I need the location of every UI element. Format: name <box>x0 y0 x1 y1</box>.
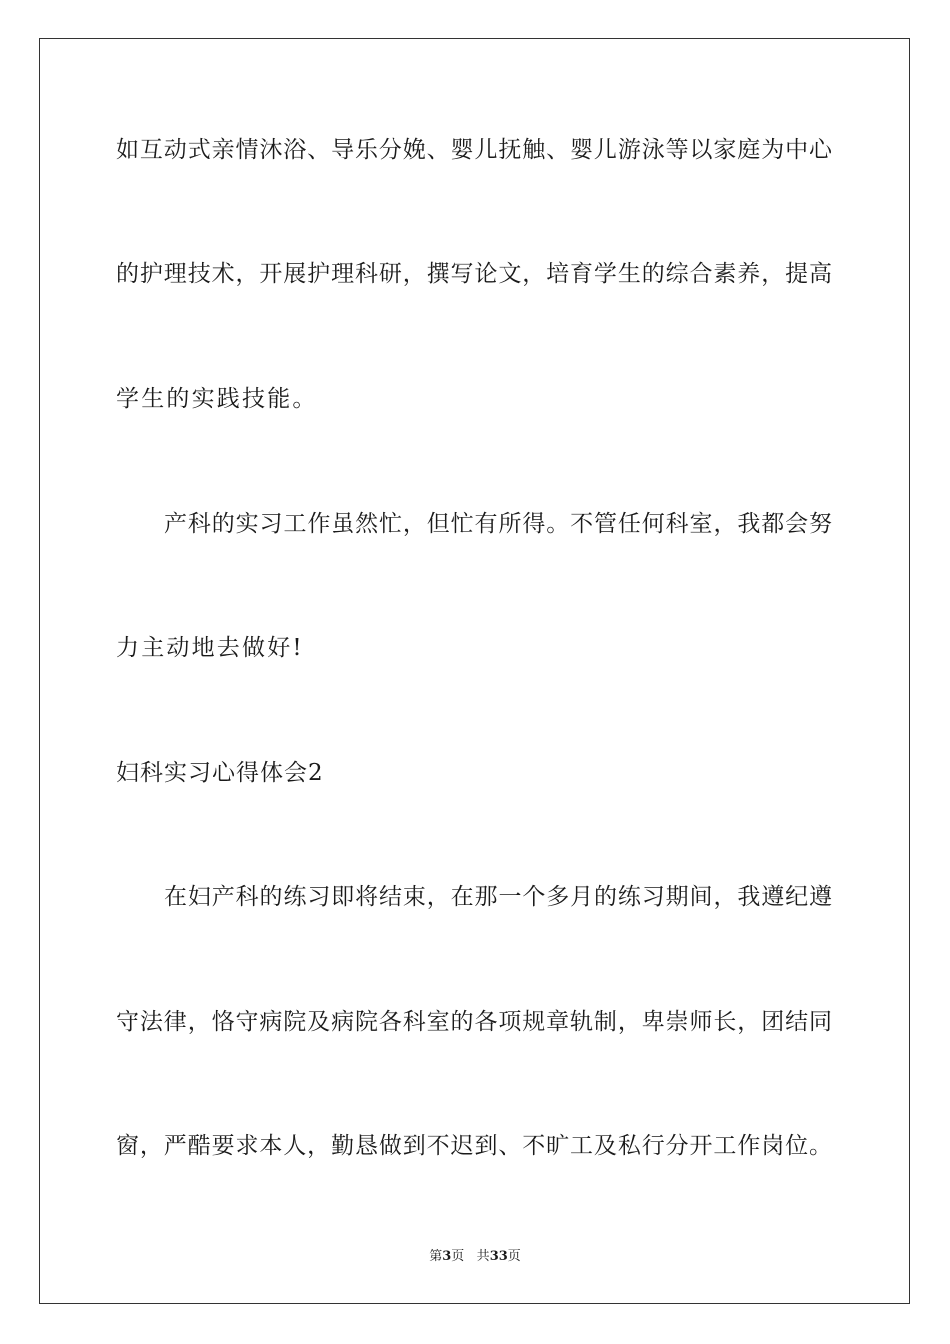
total-pages-number: 33 <box>489 1249 508 1264</box>
current-page-number: 3 <box>442 1249 452 1264</box>
text-line: 的护理技术，开展护理科研，撰写论文，培育学生的综合素养，提高 <box>116 261 832 287</box>
footer-page-word: 页 <box>451 1249 465 1264</box>
paragraph-first-line: 在妇产科的练习即将结束，在那一个多月的练习期间，我遵纪遵 <box>164 884 832 910</box>
text-line: 守法律，恪守病院及病院各科室的各项规章轨制，卑崇师长，团结同 <box>116 1009 832 1035</box>
page-footer <box>0 1248 950 1266</box>
text-line: 学生的实践技能。 <box>116 386 318 412</box>
section-heading: 妇科实习心得体会2 <box>116 760 324 786</box>
footer-prefix: 第 <box>429 1249 443 1264</box>
footer-total-prefix: 共 <box>476 1249 490 1264</box>
text-line: 窗，严酷要求本人，勤恳做到不迟到、不旷工及私行分开工作岗位。 <box>116 1133 832 1159</box>
footer-total-suffix: 页 <box>507 1249 521 1264</box>
page-frame <box>39 38 910 1304</box>
text-line: 如互动式亲情沐浴、导乐分娩、婴儿抚触、婴儿游泳等以家庭为中心 <box>116 137 832 163</box>
text-line: 力主动地去做好! <box>116 635 304 661</box>
paragraph-first-line: 产科的实习工作虽然忙，但忙有所得。不管任何科室，我都会努 <box>164 511 832 537</box>
